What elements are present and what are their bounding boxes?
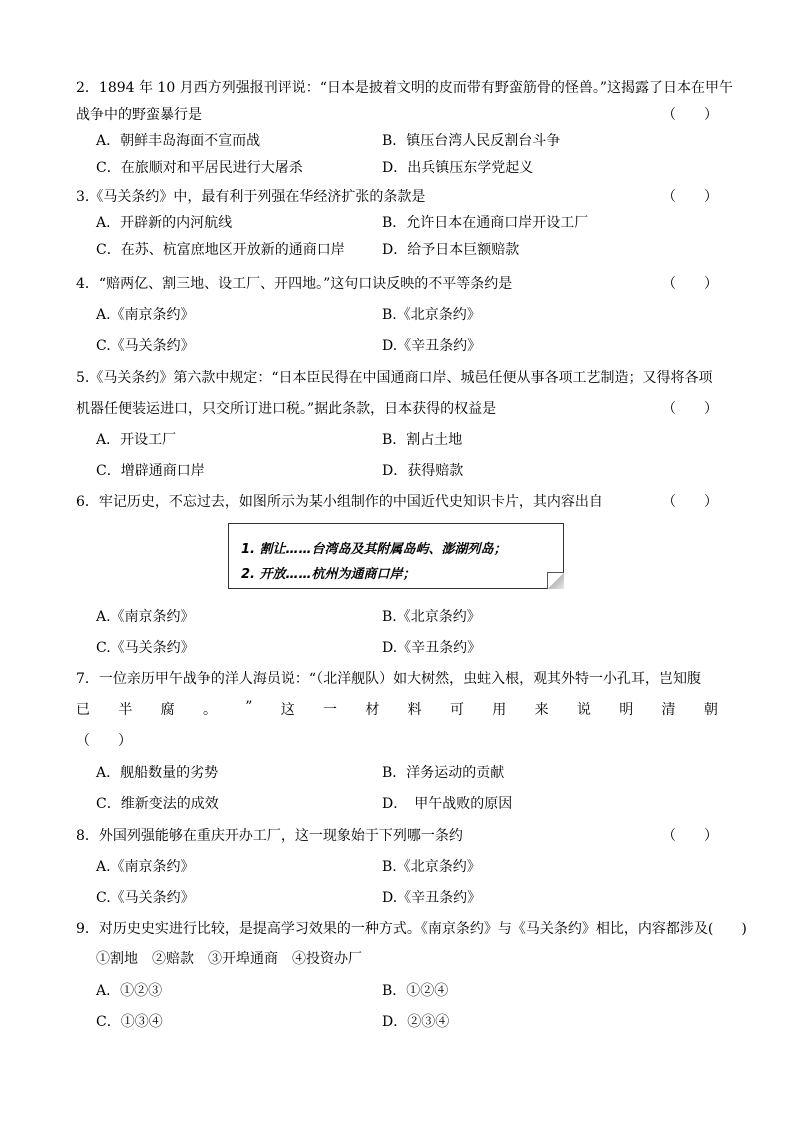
q6-option-a: A.《南京条约》 bbox=[96, 609, 195, 625]
q2-option-a: A．朝鲜丰岛海面不宣而战 bbox=[96, 133, 261, 149]
q5-option-b: B．割占土地 bbox=[382, 432, 463, 448]
q4-option-a: A.《南京条约》 bbox=[96, 307, 195, 323]
q7-line2-char: 可 bbox=[449, 702, 464, 718]
q2-stem-line2 bbox=[76, 104, 718, 124]
q6-option-b: B.《北京条约》 bbox=[382, 609, 481, 625]
q9-stem bbox=[76, 918, 747, 938]
q8-option-c: C.《马关条约》 bbox=[96, 890, 195, 906]
q3-option-a: A．开辟新的内河航线 bbox=[96, 215, 233, 231]
q5-stem-line2 bbox=[76, 398, 718, 418]
q4-option-d: D.《辛丑条约》 bbox=[382, 338, 482, 354]
q7-line2-char: ” bbox=[245, 699, 253, 715]
q2-text-1: 2．1894 年 10 月西方列强报刊评说：“日本是披着文明的皮而带有野蛮筋骨的怪兽。”这揭露了日本在甲午 bbox=[76, 80, 734, 96]
q2-option-c: C．在旅顺对和平居民进行大屠杀 bbox=[96, 160, 303, 176]
q7-line2-char: 用 bbox=[492, 702, 507, 718]
q2-answer-paren: （ ） bbox=[662, 107, 718, 123]
q8-option-d: D.《辛丑条约》 bbox=[382, 890, 482, 906]
q9-text: 9．对历史史实进行比较，是提高学习效果的一种方式。《南京条约》与《马关条约》相比，内容都涉及( ) bbox=[76, 921, 747, 937]
q8-stem bbox=[76, 825, 718, 845]
q7-stem-line1 bbox=[76, 668, 718, 688]
q7-option-d: D． 甲午战败的原因 bbox=[382, 796, 513, 812]
q6-option-c: C.《马关条约》 bbox=[96, 640, 195, 656]
q5-text-1: 5.《马关条约》第六款中规定：“日本臣民得在中国通商口岸、城邑任便从事各项工艺制造；又得将各项 bbox=[76, 370, 713, 386]
q4-option-b: B.《北京条约》 bbox=[382, 307, 481, 323]
q4-answer-paren: （ ） bbox=[662, 276, 718, 292]
q9-items-text: ①割地 ②赔款 ③开埠通商 ④投资办厂 bbox=[96, 951, 362, 967]
q8-option-b: B.《北京条约》 bbox=[382, 859, 481, 875]
q3-option-c: C．在苏、杭富庶地区开放新的通商口岸 bbox=[96, 242, 345, 258]
q9-option-d: D．②③④ bbox=[382, 1014, 450, 1030]
q6-stem bbox=[76, 491, 718, 511]
q7-line2-char: 已 bbox=[76, 702, 90, 718]
q5-option-a: A．开设工厂 bbox=[96, 432, 177, 448]
q9-option-a: A．①②③ bbox=[96, 983, 163, 999]
q6-option-d: D.《辛丑条约》 bbox=[382, 640, 482, 656]
history-knowledge-card bbox=[228, 523, 564, 589]
q7-line2-char: 料 bbox=[407, 702, 422, 718]
q5-text-2: 机器任便装运进口，只交所订进口税。”据此条款，日本获得的权益是 bbox=[76, 401, 497, 417]
q7-line2-char: 来 bbox=[534, 702, 549, 718]
q6-answer-paren: （ ） bbox=[662, 494, 718, 510]
q7-line2-char: 清 bbox=[661, 702, 676, 718]
q4-stem bbox=[76, 273, 718, 293]
q2-stem-line1 bbox=[76, 77, 734, 97]
q9-option-c: C．①③④ bbox=[96, 1014, 163, 1030]
q3-option-d: D．给予日本巨额赔款 bbox=[382, 242, 520, 258]
q8-answer-paren: （ ） bbox=[662, 828, 718, 844]
q7-option-b: B．洋务运动的贡献 bbox=[382, 765, 505, 781]
q7-line2-char: 半 bbox=[118, 702, 133, 718]
card-line-1: 1. 割让……台湾岛及其附属岛屿、澎湖列岛； bbox=[241, 542, 507, 557]
q2-option-b: B．镇压台湾人民反割台斗争 bbox=[382, 133, 561, 149]
q5-answer-paren: （ ） bbox=[662, 401, 718, 417]
q5-option-d: D．获得赔款 bbox=[382, 463, 464, 479]
q2-text-2: 战争中的野蛮暴行是 bbox=[76, 107, 202, 123]
q5-option-c: C．增辟通商口岸 bbox=[96, 463, 205, 479]
q6-text: 6．牢记历史，不忘过去，如图所示为某小组制作的中国近代史知识卡片，其内容出自 bbox=[76, 494, 603, 510]
q7-line2-char: 材 bbox=[365, 702, 380, 718]
q2-option-d: D．出兵镇压东学党起义 bbox=[382, 160, 534, 176]
q7-line2-char: 腐 bbox=[160, 702, 175, 718]
q7-line2-char: 一 bbox=[323, 702, 338, 718]
q5-stem-line1 bbox=[76, 367, 718, 387]
q7-stem-line3 bbox=[76, 730, 718, 750]
q8-option-a: A.《南京条约》 bbox=[96, 859, 195, 875]
q3-stem bbox=[76, 186, 718, 206]
q3-text: 3.《马关条约》中，最有利于列强在华经济扩张的条款是 bbox=[76, 189, 426, 205]
q7-line2-char: 朝 bbox=[703, 702, 718, 718]
q8-text: 8．外国列强能够在重庆开办工厂，这一现象始于下列哪一条约 bbox=[76, 828, 463, 844]
q7-option-c: C．维新变法的成效 bbox=[96, 796, 219, 812]
q7-line2-char: 说 bbox=[576, 702, 591, 718]
q9-option-b: B．①②④ bbox=[382, 983, 449, 999]
q7-stem-line2 bbox=[76, 699, 718, 719]
q9-items bbox=[96, 948, 738, 968]
q4-text: 4．“赔两亿、割三地、设工厂、开四地。”这句口诀反映的不平等条约是 bbox=[76, 276, 513, 292]
q4-option-c: C.《马关条约》 bbox=[96, 338, 195, 354]
q3-answer-paren: （ ） bbox=[662, 189, 718, 205]
q3-option-b: B．允许日本在通商口岸开设工厂 bbox=[382, 215, 589, 231]
q7-line2-char: 。 bbox=[202, 702, 217, 718]
q7-text-1: 7．一位亲历甲午战争的洋人海员说：“（北洋舰队）如大树然，虫蛀入根，观其外特一小孔耳，岂知腹 bbox=[76, 671, 702, 687]
q7-line2-char: 这 bbox=[280, 702, 295, 718]
q7-option-a: A．舰船数量的劣势 bbox=[96, 765, 219, 781]
q7-line2-char: 明 bbox=[619, 702, 634, 718]
card-page-curl-icon bbox=[547, 572, 564, 589]
q7-answer-paren: （ ） bbox=[76, 733, 132, 749]
card-line-2: 2. 开放……杭州为通商口岸； bbox=[241, 567, 416, 582]
